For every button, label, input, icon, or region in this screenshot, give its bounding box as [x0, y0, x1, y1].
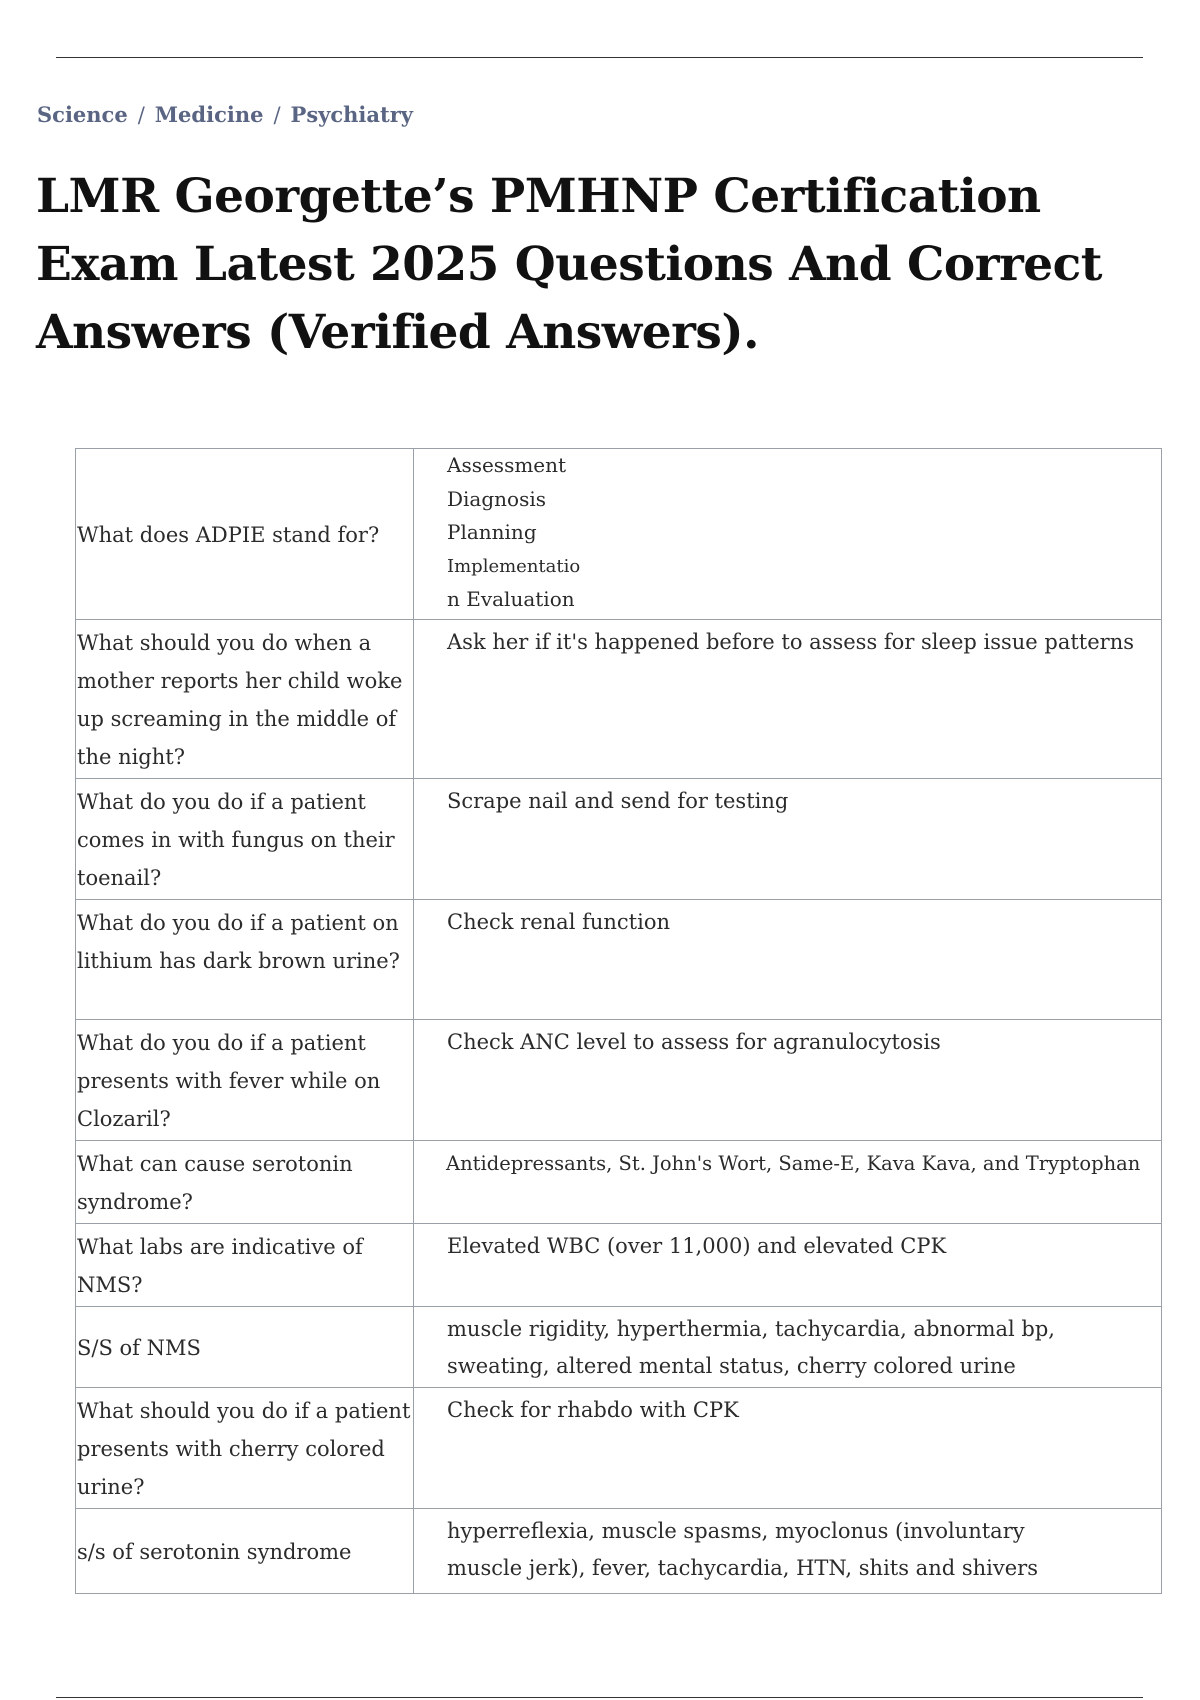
- question-cell: s/s of serotonin syndrome: [76, 1509, 414, 1594]
- answer-line: Planning: [447, 520, 537, 544]
- question-cell: S/S of NMS: [76, 1307, 414, 1388]
- question-cell: What do you do if a patient on lithium has dark brown urine?: [76, 900, 414, 1020]
- answer-cell: [414, 449, 1162, 620]
- table-row: [76, 1141, 1162, 1224]
- breadcrumb: [37, 102, 413, 127]
- table-row: [76, 1224, 1162, 1307]
- table-row: [76, 779, 1162, 900]
- table-row: [76, 900, 1162, 1020]
- breadcrumb-medicine[interactable]: Medicine: [154, 102, 264, 127]
- answer-cell: Check for rhabdo with CPK: [414, 1388, 1162, 1509]
- answer-cell: Ask her if it's happened before to assess for sleep issue patterns: [414, 620, 1162, 779]
- question-cell: What should you do if a patient presents with cherry colored urine?: [76, 1388, 414, 1509]
- question-cell: What do you do if a patient presents with fever while on Clozaril?: [76, 1020, 414, 1141]
- answer-cell: Check ANC level to assess for agranulocytosis: [414, 1020, 1162, 1141]
- answer-cell: muscle rigidity, hyperthermia, tachycardia, abnormal bp, sweating, altered mental status, cherry colored urine: [414, 1307, 1162, 1388]
- answer-cell: Elevated WBC (over 11,000) and elevated CPK: [414, 1224, 1162, 1307]
- breadcrumb-psychiatry[interactable]: Psychiatry: [290, 102, 413, 127]
- answer-cell: hyperreflexia, muscle spasms, myoclonus (involuntary muscle jerk), fever, tachycardia, HTN, shits and shivers: [414, 1509, 1162, 1594]
- answer-cell: Antidepressants, St. John's Wort, Same-E, Kava Kava, and Tryptophan: [414, 1141, 1162, 1224]
- question-cell: What does ADPIE stand for?: [76, 449, 414, 620]
- answer-cell: Check renal function: [414, 900, 1162, 1020]
- question-cell: What can cause serotonin syndrome?: [76, 1141, 414, 1224]
- question-cell: What labs are indicative of NMS?: [76, 1224, 414, 1307]
- table-row: [76, 620, 1162, 779]
- answer-line: Implementatio: [447, 555, 581, 577]
- page-title: LMR Georgette’s PMHNP Certification Exam Latest 2025 Questions And Correct Answers (Verified Answers).: [36, 169, 1102, 360]
- top-rule: [56, 57, 1143, 58]
- bottom-rule: [56, 1697, 1143, 1698]
- table-row: [76, 449, 1162, 620]
- question-cell: What do you do if a patient comes in with fungus on their toenail?: [76, 779, 414, 900]
- table-row: [76, 1307, 1162, 1388]
- answer-line: n Evaluation: [447, 587, 575, 611]
- answer-cell: Scrape nail and send for testing: [414, 779, 1162, 900]
- qa-table: [75, 448, 1162, 1594]
- answer-line: Diagnosis: [447, 486, 547, 511]
- question-cell: What should you do when a mother reports her child woke up screaming in the middle of the night?: [76, 620, 414, 779]
- answer-line: Assessment: [447, 453, 567, 477]
- breadcrumb-separator: /: [137, 103, 145, 127]
- table-row: [76, 1388, 1162, 1509]
- table-row: [76, 1509, 1162, 1594]
- breadcrumb-science[interactable]: Science: [37, 102, 128, 127]
- table-row: [76, 1020, 1162, 1141]
- breadcrumb-separator: /: [273, 103, 281, 127]
